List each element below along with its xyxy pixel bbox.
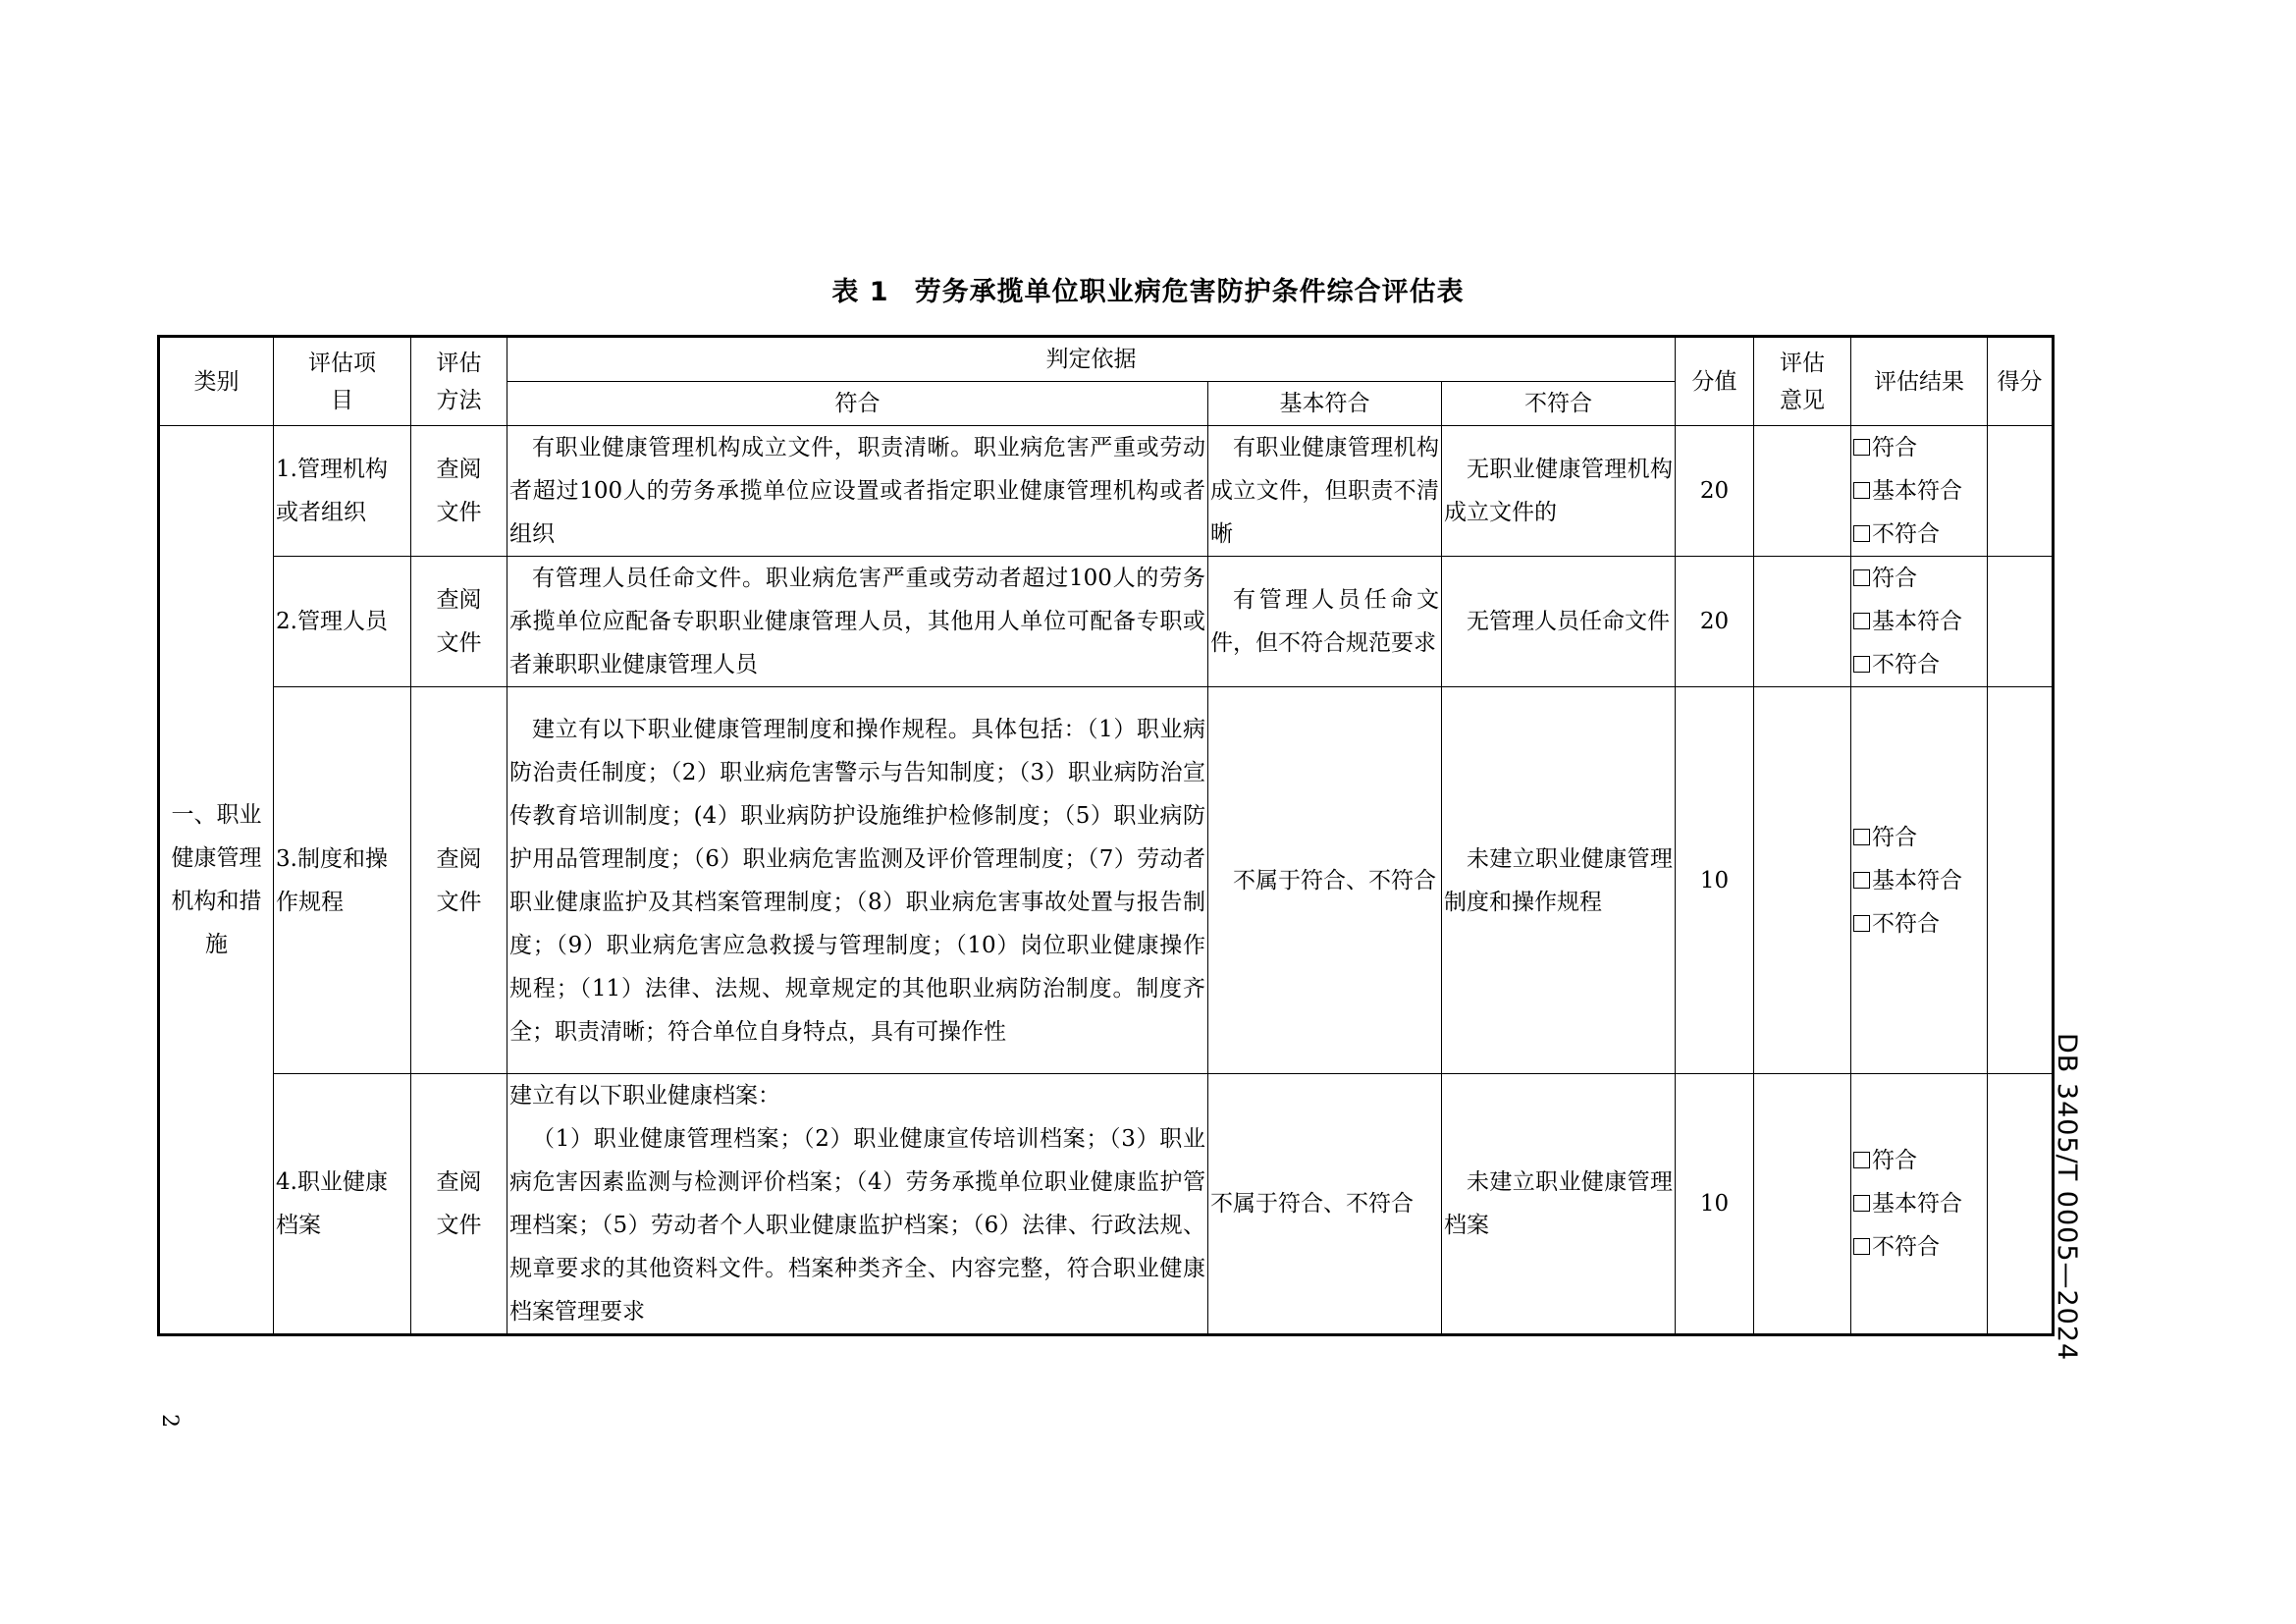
- result-option[interactable]: [1853, 902, 1985, 946]
- result-option-label: 不符合: [1872, 652, 1941, 677]
- category-cell: 一、职业健康管理机构和措施: [159, 426, 274, 1335]
- method-text: 查阅文件: [436, 587, 482, 656]
- table-title: [0, 270, 2296, 308]
- header-score-value: 分值: [1676, 337, 1754, 426]
- method-cell: [411, 426, 507, 557]
- header-not-comply: 不符合: [1442, 382, 1676, 426]
- opinion-cell[interactable]: [1754, 687, 1851, 1074]
- checkbox-icon[interactable]: [1853, 569, 1870, 586]
- header-basic-comply: 基本符合: [1208, 382, 1442, 426]
- result-option-label: 基本符合: [1872, 478, 1963, 504]
- score-cell[interactable]: [1988, 426, 2054, 557]
- result-cell: [1851, 1074, 1988, 1335]
- result-cell: [1851, 557, 1988, 687]
- result-option-label: 符合: [1872, 824, 1918, 850]
- header-item: [274, 337, 411, 426]
- basic-cell: 有职业健康管理机构成立文件，但职责不清晰: [1208, 426, 1442, 557]
- score-cell[interactable]: [1988, 1074, 2054, 1335]
- result-option-label: 不符合: [1872, 1234, 1941, 1260]
- value-cell: 20: [1676, 557, 1754, 687]
- checkbox-icon[interactable]: [1853, 1152, 1870, 1168]
- result-option[interactable]: [1853, 557, 1985, 600]
- result-option-label: 符合: [1872, 566, 1918, 591]
- item-cell: 2.管理人员: [274, 557, 411, 687]
- result-option[interactable]: [1853, 1225, 1985, 1269]
- result-option-label: 符合: [1872, 1148, 1918, 1173]
- basic-cell: 不属于符合、不符合: [1208, 1074, 1442, 1335]
- result-cell: [1851, 687, 1988, 1074]
- result-option-label: 基本符合: [1872, 609, 1963, 634]
- result-option[interactable]: [1853, 859, 1985, 902]
- method-cell: [411, 687, 507, 1074]
- result-option[interactable]: [1853, 1182, 1985, 1225]
- header-method: [411, 337, 507, 426]
- table-number: 表 1: [831, 277, 889, 307]
- result-option[interactable]: [1853, 469, 1985, 513]
- method-text: 查阅文件: [436, 1169, 482, 1238]
- comply-cell: 建立有以下职业健康管理制度和操作规程。具体包括：（1）职业病防治责任制度；（2）职业病危害警示与告知制度；（3）职业病防治宣传教育培训制度；(4）职业病防护设施维护检修制度；（5）职业病防护用品管理制度；（6）职业病危害监测及评价管理制度；（7）劳动者职业健康监护及其档案管理制度；（8）职业病危害事故处置与报告制度；（9）职业病危害应急救援与管理制度；（10）岗位职业健康操作规程；（11）法律、法规、规章规定的其他职业病防治制度。制度齐全；职责清晰；符合单位自身特点，具有可操作性: [507, 687, 1208, 1074]
- header-basis: 判定依据: [507, 337, 1676, 382]
- method-text: 查阅文件: [436, 845, 482, 915]
- header-category: 类别: [159, 337, 274, 426]
- opinion-cell[interactable]: [1754, 557, 1851, 687]
- checkbox-icon[interactable]: [1853, 915, 1870, 932]
- header-item-text: 评估项目: [308, 350, 376, 413]
- header-result: 评估结果: [1851, 337, 1988, 426]
- not-cell: 无职业健康管理机构成立文件的: [1442, 426, 1676, 557]
- comply-cell: 有管理人员任命文件。职业病危害严重或劳动者超过100人的劳务承揽单位应配备专职职业健康管理人员，其他用人单位可配备专职或者兼职职业健康管理人员: [507, 557, 1208, 687]
- method-cell: [411, 557, 507, 687]
- item-cell: 1.管理机构或者组织: [274, 426, 411, 557]
- result-option[interactable]: [1853, 816, 1985, 859]
- score-cell[interactable]: [1988, 557, 2054, 687]
- not-cell: 未建立职业健康管理制度和操作规程: [1442, 687, 1676, 1074]
- result-option-label: 基本符合: [1872, 1191, 1963, 1217]
- result-cell: [1851, 426, 1988, 557]
- table-title-text: 劳务承揽单位职业病危害防护条件综合评估表: [914, 277, 1465, 307]
- basic-cell: 有管理人员任命文件，但不符合规范要求: [1208, 557, 1442, 687]
- value-cell: 10: [1676, 687, 1754, 1074]
- header-score: 得分: [1988, 337, 2054, 426]
- checkbox-icon[interactable]: [1853, 439, 1870, 456]
- method-text: 查阅文件: [436, 457, 482, 525]
- checkbox-icon[interactable]: [1853, 525, 1870, 542]
- result-option-label: 不符合: [1872, 910, 1941, 937]
- page-number: 2: [157, 1414, 182, 1428]
- result-option[interactable]: [1853, 643, 1985, 686]
- result-option[interactable]: [1853, 513, 1985, 556]
- result-option-label: 符合: [1872, 435, 1918, 460]
- opinion-cell[interactable]: [1754, 426, 1851, 557]
- result-option[interactable]: [1853, 426, 1985, 469]
- basic-cell: 不属于符合、不符合: [1208, 687, 1442, 1074]
- value-cell: 10: [1676, 1074, 1754, 1335]
- table-row: [159, 557, 2054, 687]
- score-cell[interactable]: [1988, 687, 2054, 1074]
- checkbox-icon[interactable]: [1853, 829, 1870, 845]
- checkbox-icon[interactable]: [1853, 613, 1870, 629]
- not-cell: 未建立职业健康管理档案: [1442, 1074, 1676, 1335]
- result-option-label: 基本符合: [1872, 867, 1963, 893]
- checkbox-icon[interactable]: [1853, 1195, 1870, 1212]
- comply-lead: 建立有以下职业健康档案：: [509, 1083, 780, 1109]
- opinion-cell[interactable]: [1754, 1074, 1851, 1335]
- comply-cell: 有职业健康管理机构成立文件，职责清晰。职业病危害严重或劳动者超过100人的劳务承揽单位应设置或者指定职业健康管理机构或者组织: [507, 426, 1208, 557]
- header-comply: 符合: [507, 382, 1208, 426]
- checkbox-icon[interactable]: [1853, 482, 1870, 499]
- item-cell: 4.职业健康档案: [274, 1074, 411, 1335]
- checkbox-icon[interactable]: [1853, 872, 1870, 889]
- not-cell: 无管理人员任命文件: [1442, 557, 1676, 687]
- header-opinion: [1754, 337, 1851, 426]
- method-cell: [411, 1074, 507, 1335]
- table-row: [159, 687, 2054, 1074]
- comply-body: （1）职业健康管理档案；（2）职业健康宣传培训档案；（3）职业病危害因素监测与检测评价档案；（4）劳务承揽单位职业健康监护管理档案；（5）劳动者个人职业健康监护档案；（6）法律、行政法规、规章要求的其他资料文件。档案种类齐全、内容完整，符合职业健康档案管理要求: [509, 1126, 1205, 1325]
- result-option[interactable]: [1853, 600, 1985, 643]
- header-method-text: 评估方法: [436, 350, 482, 413]
- header-row-1: [159, 337, 2054, 382]
- item-cell: 3.制度和操作规程: [274, 687, 411, 1074]
- standard-code: DB 3405/T 0005—2024: [2052, 1033, 2082, 1362]
- result-option[interactable]: [1853, 1139, 1985, 1182]
- value-cell: 20: [1676, 426, 1754, 557]
- table-row: [159, 1074, 2054, 1335]
- checkbox-icon[interactable]: [1853, 656, 1870, 673]
- checkbox-icon[interactable]: [1853, 1238, 1870, 1255]
- result-option-label: 不符合: [1872, 521, 1941, 547]
- header-opinion-text: 评估意见: [1780, 350, 1826, 413]
- evaluation-table: [157, 335, 2055, 1336]
- table-row: [159, 426, 2054, 557]
- comply-cell: [507, 1074, 1208, 1335]
